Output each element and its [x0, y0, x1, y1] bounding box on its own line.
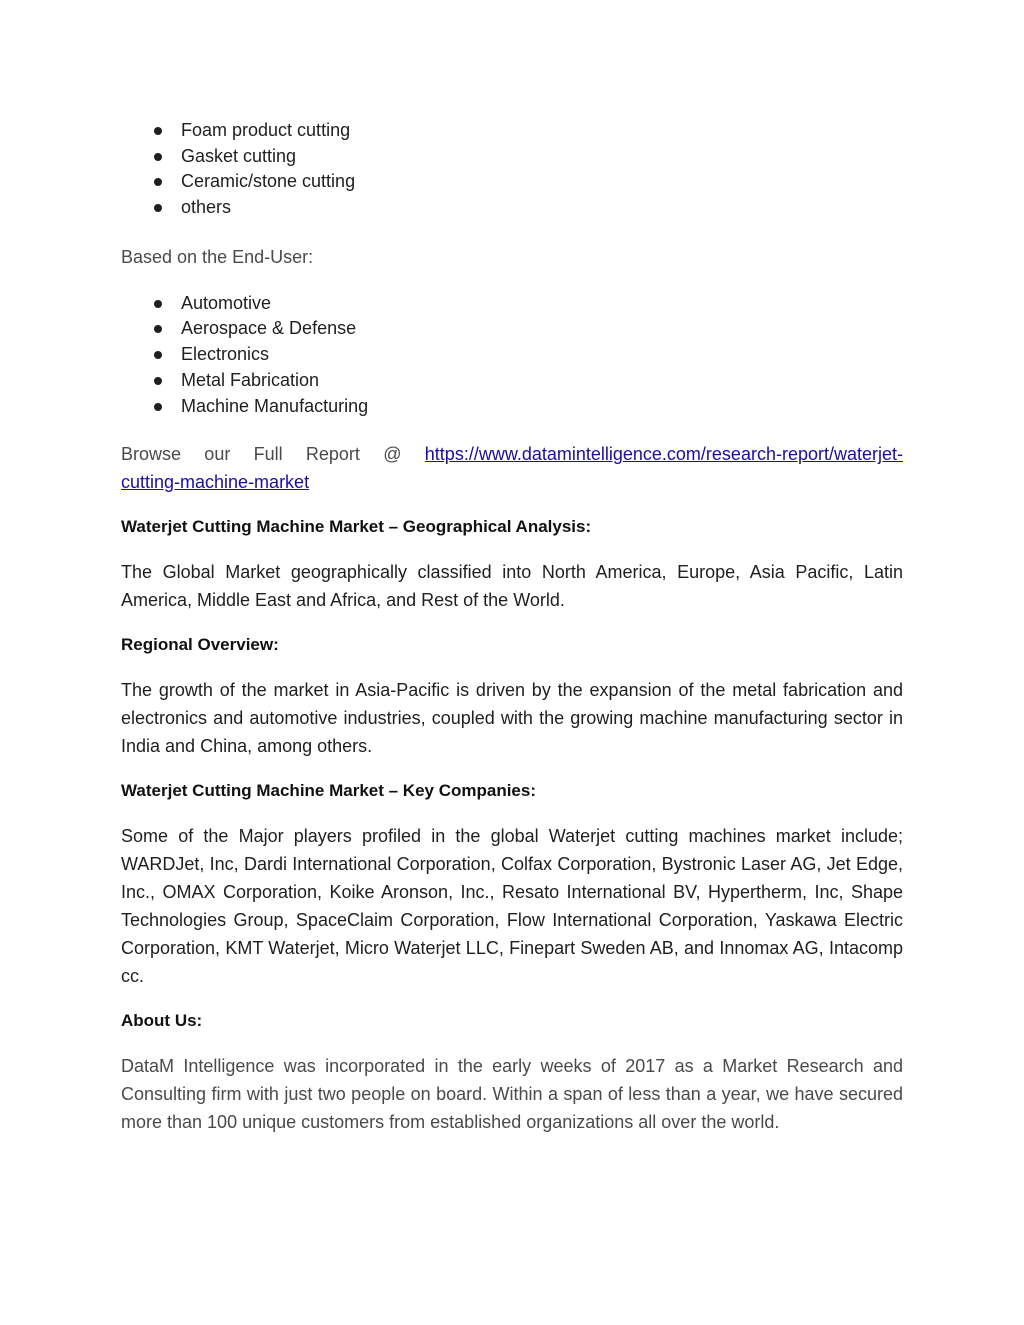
- list-item: others: [121, 195, 903, 221]
- about-text: DataM Intelligence was incorporated in the early weeks of 2017 as a Market Research and Consulting firm with just two people on board. Within a span of less than a year, we have secured more than 100 unique customers from established organizations all over the world.: [121, 1056, 903, 1133]
- about-heading: About Us:: [121, 1011, 203, 1031]
- report-link-continued[interactable]: cutting-machine-market: [121, 472, 310, 493]
- document-page: [121, 118, 903, 1136]
- list-item: Foam product cutting: [121, 118, 903, 144]
- bullet-icon: [154, 178, 162, 186]
- list-item: Automotive: [121, 291, 903, 317]
- browse-line: [121, 468, 903, 496]
- list-item: Metal Fabrication: [121, 368, 903, 394]
- bullet-icon: [154, 403, 162, 411]
- bullet-icon: [154, 300, 162, 308]
- end-user-list: [121, 291, 903, 419]
- bullet-icon: [154, 127, 162, 135]
- bullet-icon: [154, 204, 162, 212]
- end-user-label: Based on the End-User:: [121, 246, 314, 267]
- bullet-icon: [154, 153, 162, 161]
- report-link[interactable]: https://www.datamintelligence.com/research-report/waterjet-: [424, 444, 903, 465]
- geo-heading: Waterjet Cutting Machine Market – Geographical Analysis:: [121, 517, 592, 537]
- bullet-icon: [154, 325, 162, 333]
- list-item: Ceramic/stone cutting: [121, 169, 903, 195]
- list-item: Aerospace & Defense: [121, 316, 903, 342]
- regional-heading: Regional Overview:: [121, 635, 279, 655]
- bullet-icon: [154, 377, 162, 385]
- list-item: Electronics: [121, 342, 903, 368]
- browse-line: [121, 440, 903, 468]
- browse-report: [121, 440, 903, 496]
- companies-heading: Waterjet Cutting Machine Market – Key Companies:: [121, 781, 537, 801]
- list-item: Gasket cutting: [121, 144, 903, 170]
- geo-text: The Global Market geographically classified into North America, Europe, Asia Pacific, Latin America, Middle East and Africa, and Rest of the World.: [121, 562, 903, 611]
- application-list: [121, 118, 903, 221]
- browse-prefix: Browse our Full Report @: [121, 444, 402, 465]
- bullet-icon: [154, 351, 162, 359]
- regional-text: The growth of the market in Asia-Pacific is driven by the expansion of the metal fabrication and electronics and automotive industries, coupled with the growing machine manufacturing sector in India and China, among others.: [121, 680, 903, 757]
- list-item: Machine Manufacturing: [121, 394, 903, 420]
- companies-text: Some of the Major players profiled in the global Waterjet cutting machines market include; WARDJet, Inc, Dardi International Corporation, Colfax Corporation, Bystronic Laser AG, Jet Edge, Inc., OMAX Corporation, Koike Aronson, Inc., Resato International BV, Hypertherm, Inc, Shape Technologies Group, SpaceClaim Corporation, Flow International Corporation, Yaskawa Electric Corporation, KMT Waterjet, Micro Waterjet LLC, Finepart Sweden AB, and Innomax AG, Intacomp cc.: [121, 826, 903, 987]
